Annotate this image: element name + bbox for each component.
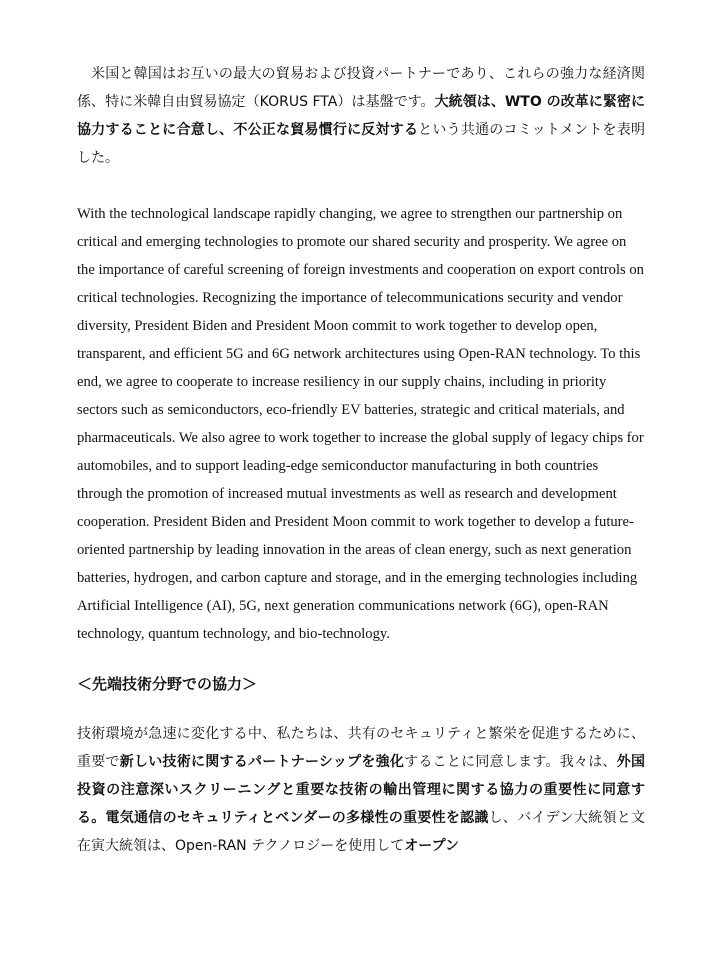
translation-bold-3: オープン (404, 838, 460, 854)
english-paragraph: With the technological landscape rapidly changing, we agree to strengthen our partnership on critical and emerging technologies to promote our shared security and prosperity. We agree on the importance of careful screening of foreign investments and cooperation on export controls on critical technologies. Recognizing the importance of telecommunications security and vendor diversity, President Biden and President Moon commit to work together to develop open, transparent, and efficient 5G and 6G network architectures using Open-RAN technology. To this end, we agree to cooperate to increase resiliency in our supply chains, including in priority sectors such as semiconductors, eco-friendly EV batteries, strategic and critical materials, and pharmaceuticals. We also agree to work together to increase the global supply of legacy chips for automobiles, and to support leading-edge semiconductor manufacturing in both countries through the promotion of increased mutual investments as well as research and development cooperation. President Biden and President Moon commit to work together to develop a future-oriented partnership by leading innovation in the areas of clean energy, such as next generation batteries, hydrogen, and carbon capture and storage, and in the emerging technologies including Artificial Intelligence (AI), 5G, next generation communications network (6G), open-RAN technology, quantum technology, and bio-technology. (77, 206, 644, 642)
japanese-intro-paragraph (77, 60, 645, 172)
translation-bold-1: 新しい技術に関するパートナーシップを強化 (119, 754, 405, 770)
translation-text-3: し、バイデン大統領と文在寅大統領は、Open-RAN テクノロジーを使用して (77, 810, 645, 854)
intro-sentence: 米国と韓国はお互いの最大の貿易および投資パートナーであり、これらの強力な経済関係、特に米韓自由貿易協定（KORUS FTA）は基盤です。 (77, 66, 645, 110)
section-heading: ＜先端技術分野での協力＞ (77, 675, 258, 693)
translation-text-2: することに同意します。我々は、 (404, 754, 617, 770)
japanese-translation-paragraph (77, 720, 645, 860)
document-page (77, 60, 645, 860)
translation-bold-2: 外国投資の注意深いスクリーニングと重要な技術の輸出管理に関する協力の重要性に同意する。電気通信のセキュリティとベンダーの多様性の重要性を認識 (77, 754, 645, 826)
translation-text-1: 技術環境が急速に変化する中、私たちは、共有のセキュリティと繁栄を促進するために、重要で (77, 726, 645, 770)
intro-ending: という共通のコミットメントを表明した。 (77, 122, 645, 166)
intro-bold-phrase: 大統領は、WTO の改革に緊密に協力することに合意し、不公正な貿易慣行に反対する (77, 94, 645, 138)
